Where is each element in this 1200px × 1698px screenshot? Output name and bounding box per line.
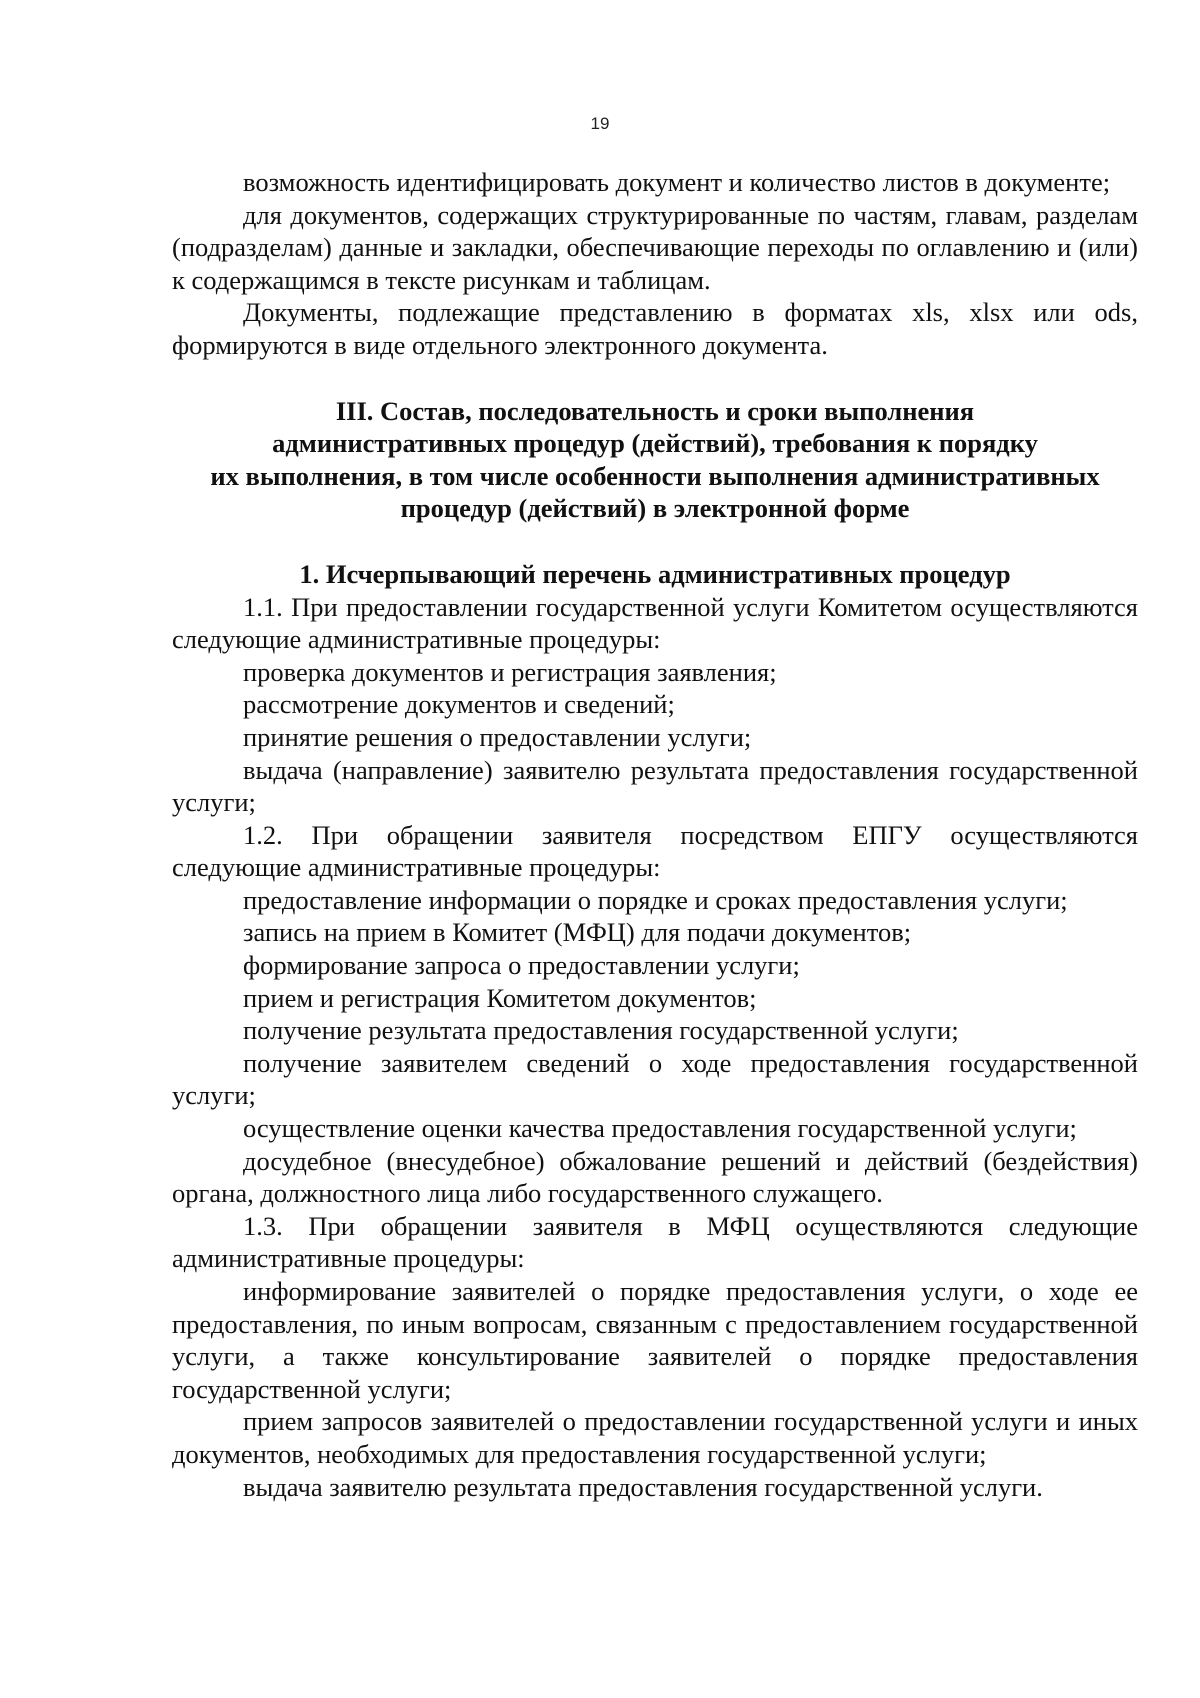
list-item: получение результата предоставления государственной услуги; <box>243 1015 959 1046</box>
section-title <box>172 395 1138 525</box>
list-item: информирование заявителей о порядке предоставления услуги, о ходе ее предоставления, по иным вопросам, связанным с предоставлением государственной услуги, а также консультирование заявителей о порядке предоставления государственной услуги; <box>172 1276 1138 1404</box>
section-title-line: процедур (действий) в электронной форме <box>400 493 910 524</box>
paragraph: для документов, содержащих структурированные по частям, главам, разделам (подразделам) данные и закладки, обеспечивающие переходы по оглавлению и (или) к содержащимся в тексте рисункам и таблицам. <box>172 199 1138 295</box>
paragraph: 1.1. При предоставлении государственной услуги Комитетом осуществляются следующие административные процедуры: <box>172 591 1138 655</box>
list-item: досудебное (внесудебное) обжалование решений и действий (бездействия) органа, должностного лица либо государственного служащего. <box>172 1145 1138 1209</box>
list-item: прием запросов заявителей о предоставлении государственной услуги и иных документов, необходимых для предоставления государственной услуги; <box>172 1406 1138 1469</box>
section-title-line: III. Состав, последовательность и сроки выполнения <box>335 395 975 426</box>
list-item: принятие решения о предоставлении услуги; <box>243 721 752 752</box>
list-item: проверка документов и регистрация заявления; <box>243 656 777 687</box>
section-title-line: их выполнения, в том числе особенности выполнения административных <box>210 460 1100 491</box>
subsection-title: 1. Исчерпывающий перечень административных процедур <box>299 558 1011 589</box>
list-item: прием и регистрация Комитетом документов; <box>243 982 757 1013</box>
list-item: выдача (направление) заявителю результата предоставления государственной услуги; <box>172 754 1138 818</box>
paragraph: Документы, подлежащие представлению в форматах xls, xlsx или ods, формируются в виде отдельного электронного документа. <box>172 297 1138 360</box>
page-number: 19 <box>590 114 610 133</box>
list-item: выдача заявителю результата предоставления государственной услуги. <box>243 1471 1043 1502</box>
list-item: формирование запроса о предоставлении услуги; <box>243 950 800 981</box>
paragraph: возможность идентифицировать документ и количество листов в документе; <box>243 167 1111 197</box>
paragraph: 1.3. При обращении заявителя в МФЦ осуществляются следующие административные процедуры: <box>172 1210 1138 1274</box>
document-body <box>172 166 1138 1503</box>
list-item: получение заявителем сведений о ходе предоставления государственной услуги; <box>172 1047 1138 1111</box>
paragraph: 1.2. При обращении заявителя посредством ЕПГУ осуществляются следующие административные процедуры: <box>172 819 1138 883</box>
list-item: осуществление оценки качества предоставления государственной услуги; <box>243 1113 1077 1144</box>
list-item: предоставление информации о порядке и сроках предоставления услуги; <box>243 884 1068 915</box>
list-item: рассмотрение документов и сведений; <box>243 689 675 720</box>
list-item: запись на прием в Комитет (МФЦ) для подачи документов; <box>243 917 912 948</box>
section-title-line: административных процедур (действий), требования к порядку <box>272 428 1038 459</box>
